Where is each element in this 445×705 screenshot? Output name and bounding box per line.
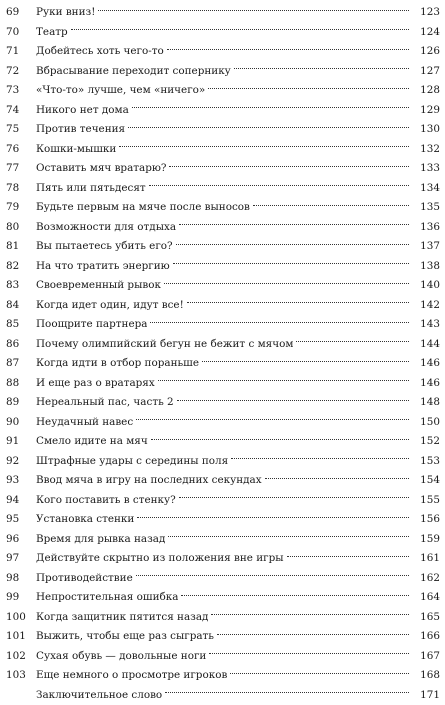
toc-entry-page: 166 (412, 627, 445, 647)
toc-entry-title: Поощрите партнера (36, 315, 147, 335)
toc-entry-number: 77 (0, 159, 36, 179)
toc-entry-page: 135 (412, 198, 445, 218)
toc-entry-title: Заключительное слово (36, 686, 162, 705)
toc-entry-page: 161 (412, 549, 445, 569)
toc-entry-number: 101 (0, 627, 36, 647)
toc-entry-number: 100 (0, 608, 36, 628)
toc-entry-title: Вбрасывание переходит сопернику (36, 62, 231, 82)
toc-entry (0, 42, 445, 62)
toc-entry-title: Оставить мяч вратарю? (36, 159, 166, 179)
toc-entry (0, 120, 445, 140)
toc-entry-page: 137 (412, 237, 445, 257)
toc-entry-number: 86 (0, 335, 36, 355)
toc-entry (0, 257, 445, 277)
toc-entry-number: 96 (0, 530, 36, 550)
toc-entry-number: 81 (0, 237, 36, 257)
dot-leader (173, 262, 409, 264)
toc-entry-title: Будьте первым на мяче после выносов (36, 198, 250, 218)
toc-entry-page: 132 (412, 140, 445, 160)
dot-leader (296, 340, 409, 342)
toc-entry (0, 159, 445, 179)
toc-entry-number: 91 (0, 432, 36, 452)
toc-entry-title: Пять или пятьдесят (36, 179, 146, 199)
dot-leader (211, 613, 409, 615)
toc-entry-number: 69 (0, 3, 36, 23)
toc-entry-page: 142 (412, 296, 445, 316)
toc-entry-number: 78 (0, 179, 36, 199)
toc-entry-number: 94 (0, 491, 36, 511)
toc-entry (0, 471, 445, 491)
dot-leader (149, 184, 409, 186)
toc-entry-title: Кошки-мышки (36, 140, 116, 160)
toc-entry-number: 82 (0, 257, 36, 277)
dot-leader (179, 496, 409, 498)
toc-entry-number: 71 (0, 42, 36, 62)
toc-entry-number: 75 (0, 120, 36, 140)
toc-entry-page: 165 (412, 608, 445, 628)
toc-entry-title: Установка стенки (36, 510, 134, 530)
toc-entry (0, 510, 445, 530)
dot-leader (158, 379, 409, 381)
toc-entry-title: Против течения (36, 120, 125, 140)
toc-entry-number: 103 (0, 666, 36, 686)
dot-leader (136, 574, 409, 576)
toc-entry-number: 93 (0, 471, 36, 491)
toc-entry-page: 162 (412, 569, 445, 589)
toc-entry (0, 627, 445, 647)
toc-entry-title: Выжить, чтобы еще раз сыграть (36, 627, 214, 647)
dot-leader (168, 535, 409, 537)
toc-entry-page: 144 (412, 335, 445, 355)
toc-entry-page: 164 (412, 588, 445, 608)
toc-entry-number: 84 (0, 296, 36, 316)
toc-entry (0, 393, 445, 413)
toc-entry-title: Руки вниз! (36, 3, 95, 23)
dot-leader (71, 28, 409, 30)
dot-leader (132, 106, 409, 108)
toc-entry (0, 237, 445, 257)
toc-entry (0, 374, 445, 394)
toc-entry-title: Непростительная ошибка (36, 588, 178, 608)
dot-leader (128, 126, 409, 128)
toc-entry-title: Неудачный навес (36, 413, 133, 433)
toc-entry-page: 155 (412, 491, 445, 511)
toc-entry (0, 23, 445, 43)
toc-entry-page: 127 (412, 62, 445, 82)
toc-entry-page: 156 (412, 510, 445, 530)
toc-entry (0, 530, 445, 550)
toc-entry (0, 354, 445, 374)
toc-entry-title: Вы пытаетесь убить его? (36, 237, 173, 257)
toc-entry-number: 74 (0, 101, 36, 121)
toc-entry-title: На что тратить энергию (36, 257, 170, 277)
dot-leader (177, 399, 409, 401)
toc-entry (0, 335, 445, 355)
toc-entry-page: 133 (412, 159, 445, 179)
toc-entry-number: 89 (0, 393, 36, 413)
toc-entry-page: 129 (412, 101, 445, 121)
toc-entry (0, 315, 445, 335)
toc-entry-number: 79 (0, 198, 36, 218)
toc-entry-number: 92 (0, 452, 36, 472)
dot-leader (136, 418, 409, 420)
toc-entry-title: Добейтесь хоть чего-то (36, 42, 164, 62)
dot-leader (176, 243, 409, 245)
dot-leader (151, 438, 409, 440)
dot-leader (98, 9, 409, 11)
toc-entry-page: 171 (412, 686, 445, 705)
toc-entry-title: Ввод мяча в игру на последних секундах (36, 471, 262, 491)
dot-leader (164, 282, 409, 284)
toc-entry-page: 150 (412, 413, 445, 433)
toc-entry-number: 102 (0, 647, 36, 667)
dot-leader (119, 145, 409, 147)
toc-entry-page: 136 (412, 218, 445, 238)
dot-leader (137, 516, 409, 518)
toc-entry-page: 130 (412, 120, 445, 140)
toc-entry-title: Когда идет один, идут все! (36, 296, 184, 316)
toc-entry-page: 167 (412, 647, 445, 667)
dot-leader (150, 321, 409, 323)
dot-leader (231, 457, 409, 459)
toc-entry (0, 413, 445, 433)
toc-entry-page: 143 (412, 315, 445, 335)
toc-entry-page: 159 (412, 530, 445, 550)
dot-leader (187, 301, 409, 303)
toc-entry-number: 80 (0, 218, 36, 238)
dot-leader (217, 633, 409, 635)
toc-entry-title: Когда идти в отбор пораньше (36, 354, 199, 374)
dot-leader (209, 652, 409, 654)
toc-entry (0, 218, 445, 238)
table-of-contents (0, 3, 445, 705)
toc-entry-title: Время для рывка назад (36, 530, 165, 550)
toc-entry-page: 128 (412, 81, 445, 101)
toc-entry-title: «Что-то» лучше, чем «ничего» (36, 81, 205, 101)
toc-entry-page: 148 (412, 393, 445, 413)
toc-entry-title: Сухая обувь — довольные ноги (36, 647, 206, 667)
toc-entry (0, 276, 445, 296)
toc-entry (0, 569, 445, 589)
toc-entry-title: Своевременный рывок (36, 276, 161, 296)
toc-entry-number: 88 (0, 374, 36, 394)
toc-entry-number: 83 (0, 276, 36, 296)
toc-entry (0, 198, 445, 218)
dot-leader (167, 48, 409, 50)
toc-entry (0, 81, 445, 101)
toc-entry-number: 97 (0, 549, 36, 569)
toc-entry (0, 3, 445, 23)
toc-entry-number: 99 (0, 588, 36, 608)
toc-entry (0, 140, 445, 160)
dot-leader (202, 360, 409, 362)
toc-entry-title: Противодействие (36, 569, 133, 589)
dot-leader (287, 555, 409, 557)
toc-entry-number: 73 (0, 81, 36, 101)
toc-entry (0, 588, 445, 608)
dot-leader (253, 204, 409, 206)
toc-entry-title: И еще раз о вратарях (36, 374, 155, 394)
toc-entry-number: 76 (0, 140, 36, 160)
toc-entry-page: 154 (412, 471, 445, 491)
toc-entry-number: 72 (0, 62, 36, 82)
toc-entry-page: 140 (412, 276, 445, 296)
dot-leader (181, 594, 409, 596)
toc-entry-number: 98 (0, 569, 36, 589)
toc-entry-number: 95 (0, 510, 36, 530)
toc-entry (0, 179, 445, 199)
toc-entry-title: Почему олимпийский бегун не бежит с мячом (36, 335, 293, 355)
toc-entry (0, 452, 445, 472)
toc-entry (0, 62, 445, 82)
toc-entry-title: Театр (36, 23, 68, 43)
toc-entry-title: Возможности для отдыха (36, 218, 176, 238)
toc-entry-page: 124 (412, 23, 445, 43)
toc-entry-page: 134 (412, 179, 445, 199)
toc-entry-title: Еще немного о просмотре игроков (36, 666, 227, 686)
toc-entry (0, 101, 445, 121)
toc-entry-title: Смело идите на мяч (36, 432, 148, 452)
toc-entry (0, 491, 445, 511)
toc-entry-title: Действуйте скрытно из положения вне игры (36, 549, 284, 569)
toc-entry-page: 138 (412, 257, 445, 277)
dot-leader (230, 672, 409, 674)
toc-entry (0, 686, 445, 705)
toc-entry-number: 87 (0, 354, 36, 374)
toc-entry-title: Кого поставить в стенку? (36, 491, 176, 511)
toc-entry-title: Штрафные удары с середины поля (36, 452, 228, 472)
dot-leader (165, 691, 409, 693)
toc-entry (0, 296, 445, 316)
toc-entry-page: 153 (412, 452, 445, 472)
toc-entry (0, 608, 445, 628)
toc-entry-title: Никого нет дома (36, 101, 129, 121)
toc-entry-title: Когда защитник пятится назад (36, 608, 208, 628)
toc-entry (0, 432, 445, 452)
toc-entry (0, 666, 445, 686)
toc-entry (0, 647, 445, 667)
toc-entry (0, 549, 445, 569)
toc-entry-page: 146 (412, 354, 445, 374)
dot-leader (208, 87, 409, 89)
toc-entry-number: 90 (0, 413, 36, 433)
dot-leader (179, 223, 409, 225)
toc-entry-page: 126 (412, 42, 445, 62)
toc-entry-page: 168 (412, 666, 445, 686)
toc-entry-title: Нереальный пас, часть 2 (36, 393, 174, 413)
dot-leader (169, 165, 409, 167)
toc-entry-number: 70 (0, 23, 36, 43)
toc-entry-number: 85 (0, 315, 36, 335)
dot-leader (234, 67, 409, 69)
dot-leader (265, 477, 409, 479)
toc-entry-page: 146 (412, 374, 445, 394)
toc-entry-page: 123 (412, 3, 445, 23)
toc-entry-page: 152 (412, 432, 445, 452)
